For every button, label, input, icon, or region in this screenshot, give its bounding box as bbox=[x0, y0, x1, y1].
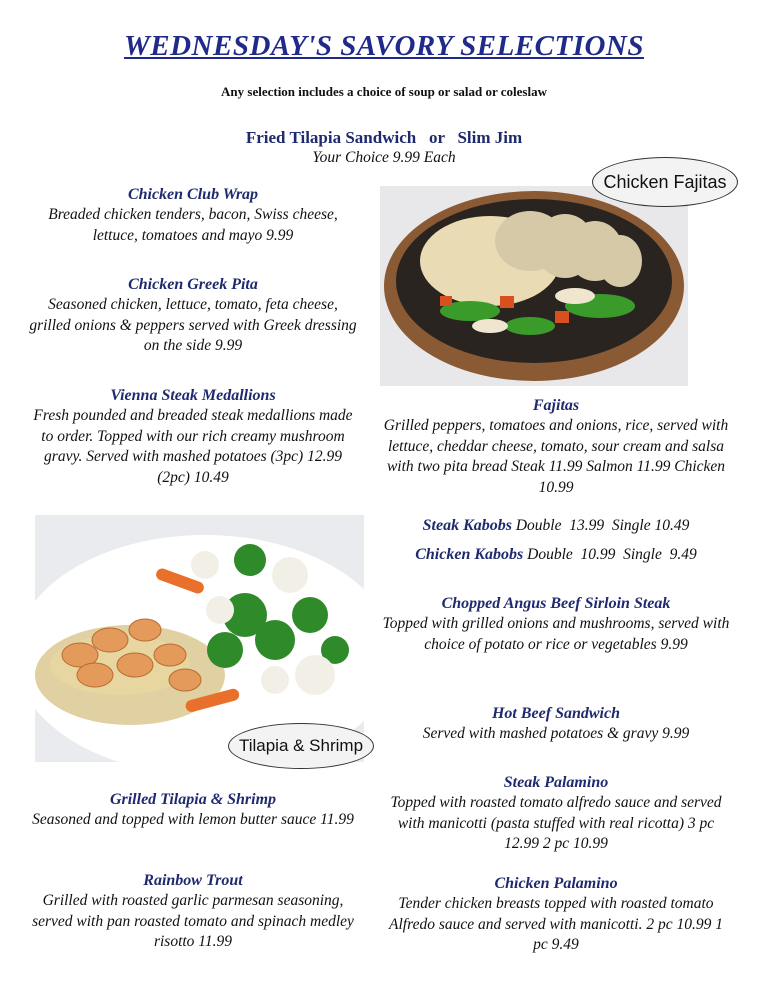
menu-item-steak-kabobs bbox=[380, 517, 732, 535]
item-desc: Topped with roasted tomato alfredo sauce and served with manicotti (pasta stuffed with real ricotta) 3 pc 12.99 2 pc 10.99 bbox=[390, 794, 722, 852]
menu-item-rainbow-trout bbox=[28, 872, 358, 953]
tilapia-caption: Tilapia & Shrimp bbox=[238, 736, 364, 755]
item-name: Steak Kabobs bbox=[422, 517, 512, 534]
item-desc: Double 13.99 Single 10.49 bbox=[515, 517, 690, 534]
item-desc: Topped with grilled onions and mushrooms, served with choice of potato or rice or vegetables 9.99 bbox=[382, 615, 730, 653]
item-desc: Seasoned chicken, lettuce, tomato, feta cheese, grilled onions & peppers served with Greek dressing on the side 9.99 bbox=[29, 296, 357, 354]
page-subtitle: Any selection includes a choice of soup or salad or coleslaw bbox=[221, 84, 547, 99]
item-name: Rainbow Trout bbox=[143, 872, 243, 889]
menu-item-fajitas bbox=[380, 397, 732, 498]
item-desc: Breaded chicken tenders, bacon, Swiss cheese, lettuce, tomatoes and mayo 9.99 bbox=[48, 206, 338, 244]
menu-item-grilled-tilapia bbox=[28, 791, 358, 831]
menu-item-vienna-steak bbox=[28, 387, 358, 488]
fajitas-skillet-illustration bbox=[380, 186, 688, 386]
item-desc: Seasoned and topped with lemon butter sauce 11.99 bbox=[32, 811, 354, 828]
tilapia-caption-bubble bbox=[228, 723, 374, 769]
feature-price: Your Choice 9.99 Each bbox=[312, 149, 456, 166]
chicken-fajitas-photo bbox=[380, 186, 688, 386]
item-name: Chicken Palamino bbox=[494, 875, 618, 892]
item-desc: Tender chicken breasts topped with roasted tomato Alfredo sauce and served with manicotti. 2 pc 10.99 1 pc 9.49 bbox=[389, 895, 723, 953]
menu-item-chicken-club-wrap bbox=[28, 186, 358, 246]
feature-line: Fried Tilapia Sandwich or Slim Jim bbox=[245, 128, 523, 147]
item-desc: Grilled with roasted garlic parmesan seasoning, served with pan roasted tomato and spinach medley risotto 11.99 bbox=[32, 892, 354, 950]
item-desc: Double 10.99 Single 9.49 bbox=[527, 546, 697, 563]
menu-item-angus-sirloin bbox=[380, 595, 732, 655]
item-desc: Grilled peppers, tomatoes and onions, rice, served with lettuce, cheddar cheese, tomato, sour cream and salsa with two pita bread Steak 11.99 Salmon 11.99 Chicken 10.99 bbox=[383, 417, 729, 496]
menu-item-steak-palamino bbox=[380, 774, 732, 855]
item-name: Hot Beef Sandwich bbox=[491, 705, 620, 722]
page-title: WEDNESDAY'S SAVORY SELECTIONS bbox=[123, 30, 645, 62]
item-name: Chicken Kabobs bbox=[415, 546, 524, 563]
menu-item-chicken-greek-pita bbox=[28, 276, 358, 357]
item-desc: Fresh pounded and breaded steak medallions made to order. Topped with our rich creamy mushroom gravy. Served with mashed potatoes (3pc) 12.99 (2pc) 10.49 bbox=[33, 407, 353, 486]
menu-item-hot-beef bbox=[380, 705, 732, 745]
fajitas-caption: Chicken Fajitas bbox=[603, 172, 727, 192]
menu-item-chicken-palamino bbox=[380, 875, 732, 956]
item-name: Steak Palamino bbox=[503, 774, 609, 791]
item-name: Grilled Tilapia & Shrimp bbox=[109, 791, 277, 808]
item-name: Fajitas bbox=[532, 397, 580, 414]
fajitas-caption-bubble bbox=[592, 157, 738, 207]
item-name: Vienna Steak Medallions bbox=[110, 387, 276, 404]
menu-item-chicken-kabobs bbox=[380, 546, 732, 564]
item-name: Chicken Club Wrap bbox=[127, 186, 259, 203]
item-name: Chicken Greek Pita bbox=[128, 276, 258, 293]
item-name: Chopped Angus Beef Sirloin Steak bbox=[441, 595, 671, 612]
item-desc: Served with mashed potatoes & gravy 9.99 bbox=[422, 725, 690, 742]
